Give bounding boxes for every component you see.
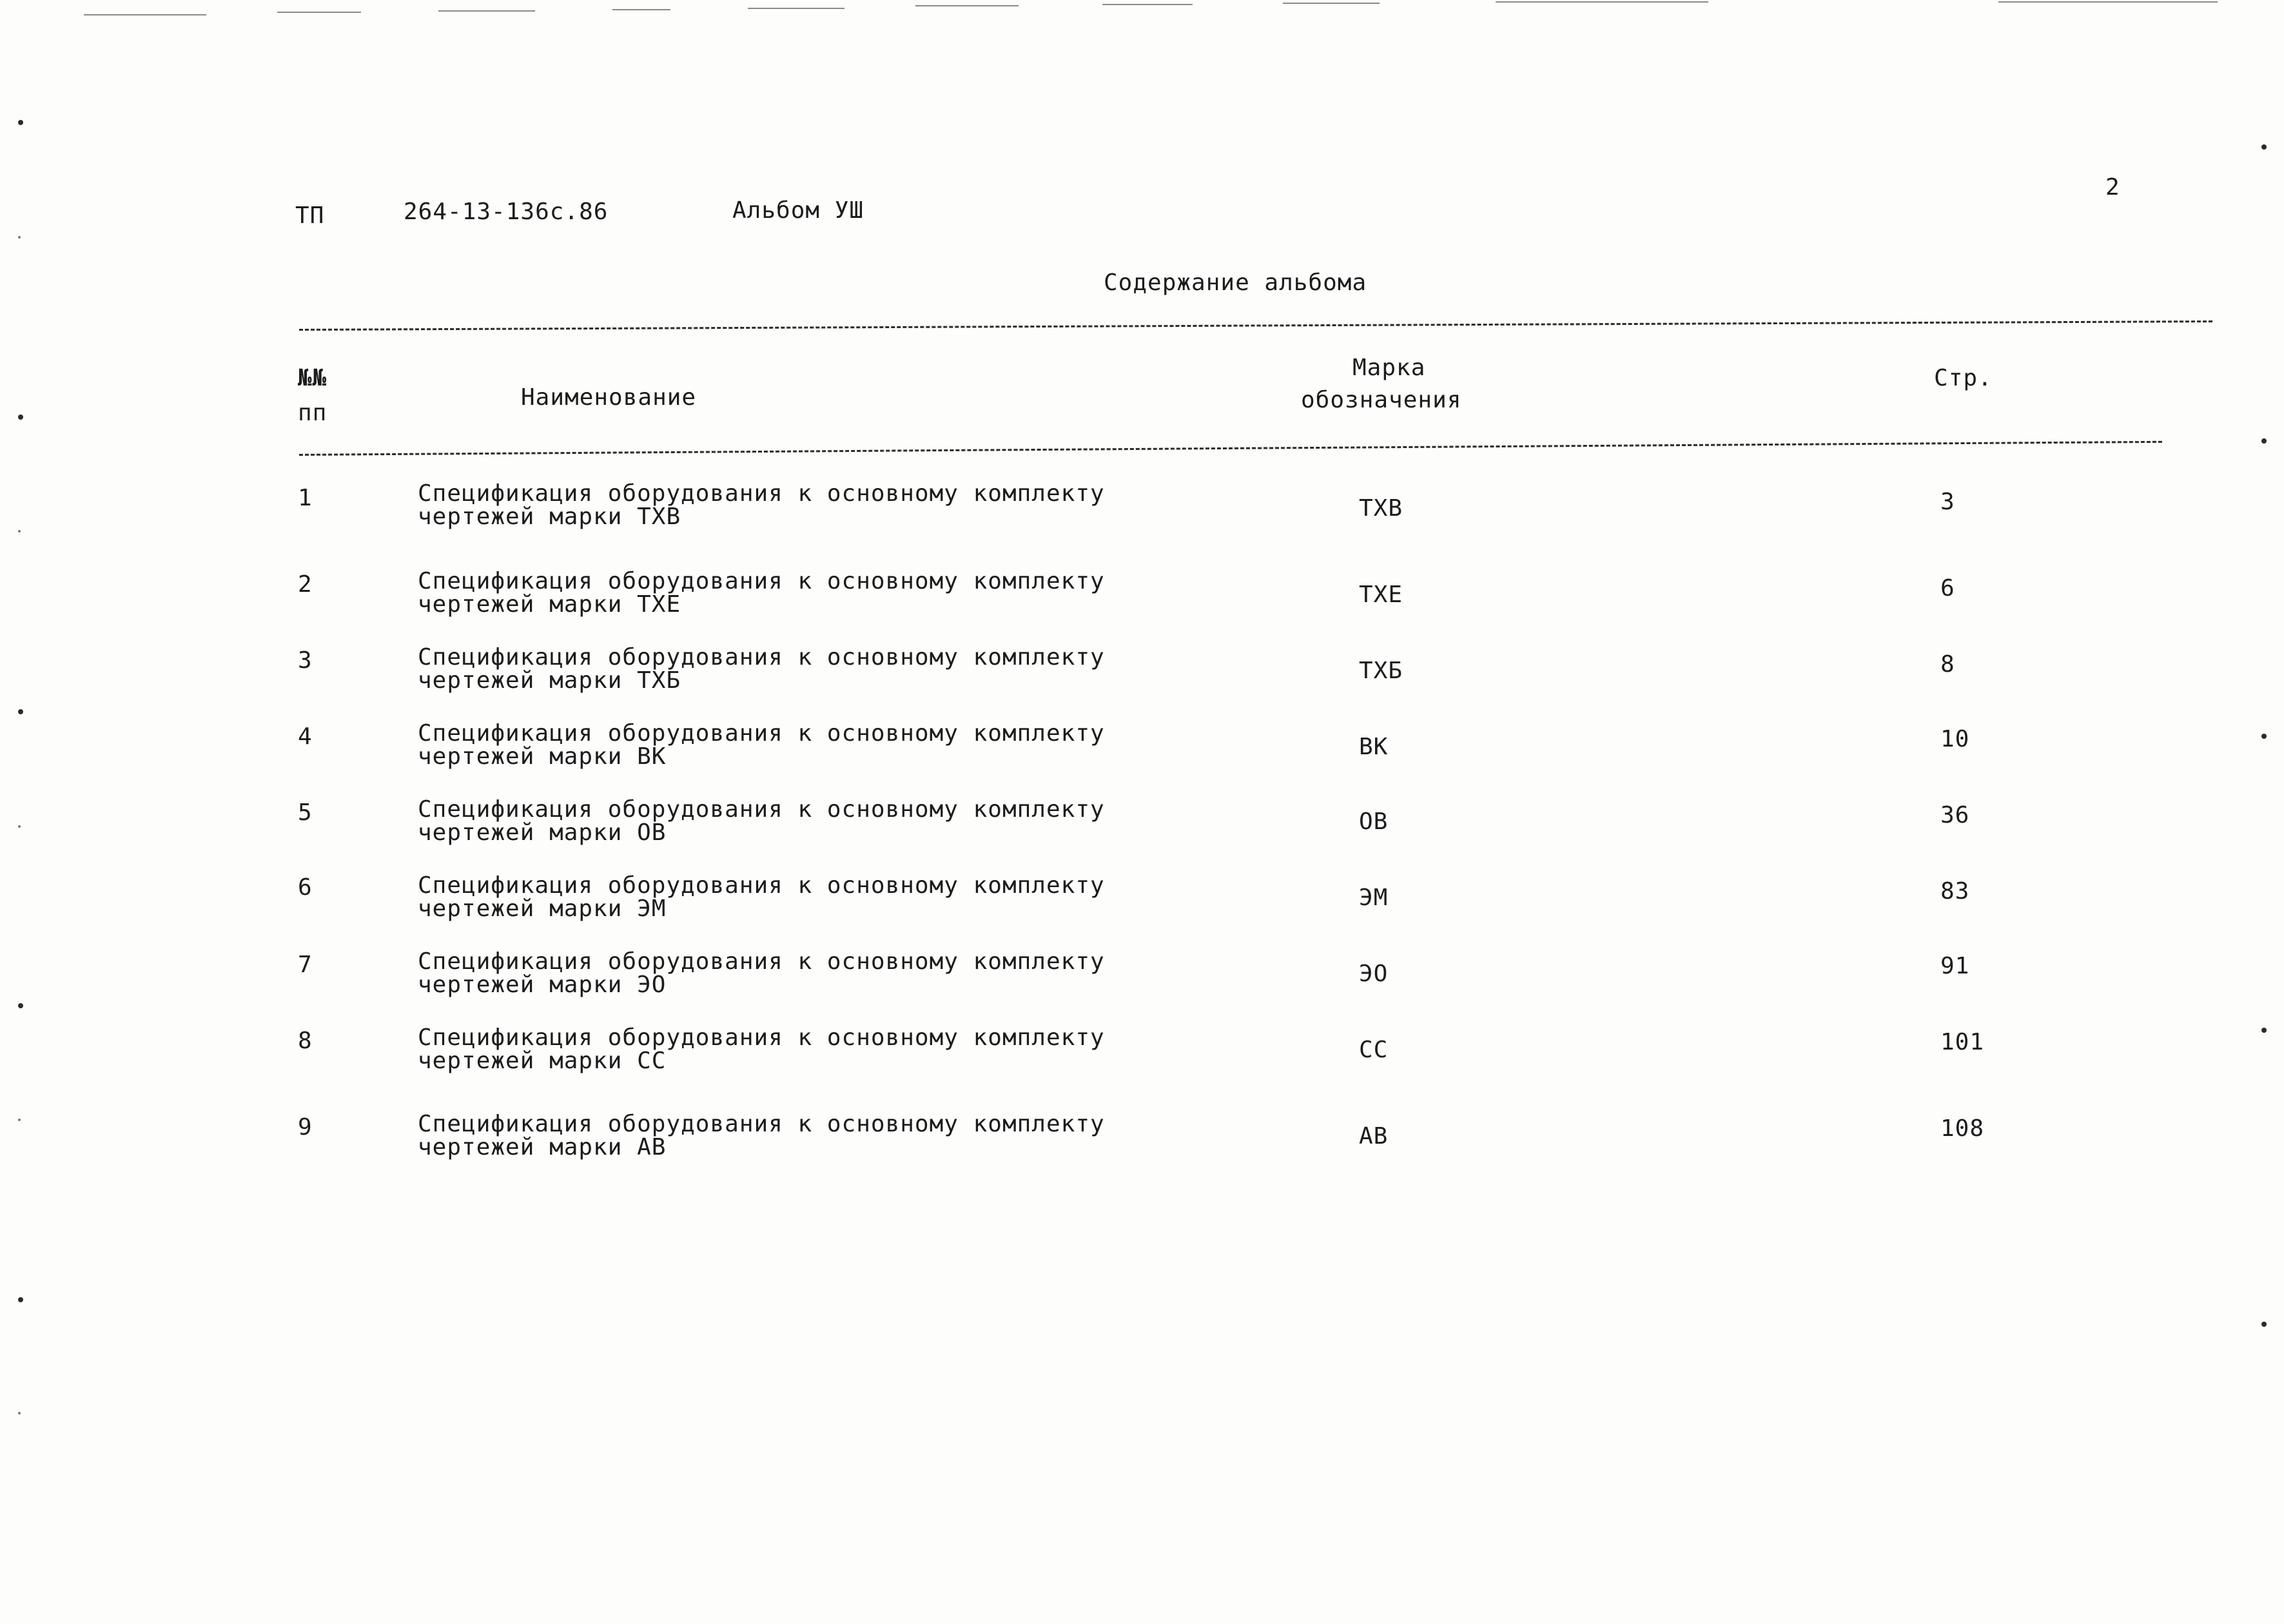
row-name-line2: чертежей марки ТХБ (418, 667, 681, 694)
row-number: 9 (298, 1114, 313, 1140)
scan-artifact-line (84, 14, 206, 15)
margin-mark (18, 1297, 23, 1302)
row-mark: АВ (1359, 1123, 1389, 1150)
row-mark: СС (1359, 1037, 1389, 1063)
row-name-line1: Спецификация оборудования к основному комплекту (418, 720, 1105, 747)
row-number: 7 (298, 952, 313, 978)
row-page: 36 (1940, 802, 1970, 828)
row-mark: ЭО (1359, 961, 1389, 987)
row-name (418, 482, 1105, 529)
scan-artifact-line (748, 8, 844, 9)
scan-artifact-line (1283, 3, 1380, 4)
row-page: 101 (1940, 1029, 1985, 1055)
row-mark: ТХЕ (1359, 582, 1403, 608)
margin-mark (18, 1412, 21, 1414)
margin-mark (18, 709, 23, 714)
row-page: 6 (1940, 575, 1955, 602)
row-name (418, 798, 1105, 845)
page-number: 2 (2105, 174, 2120, 201)
row-name-line2: чертежей марки ЭО (418, 972, 667, 998)
margin-mark (2261, 144, 2267, 150)
margin-mark (2261, 734, 2267, 739)
margin-mark (18, 415, 23, 420)
row-name-line2: чертежей марки АВ (418, 1134, 667, 1160)
table-top-rule (299, 320, 2212, 331)
document-code-prefix: ТП (295, 202, 325, 229)
row-number: 3 (298, 647, 313, 674)
column-header-mark-line2: обозначения (1301, 387, 1462, 413)
row-number: 4 (298, 723, 313, 750)
column-header-mark-line1: Марка (1352, 355, 1426, 381)
row-page: 91 (1940, 953, 1970, 979)
row-name (418, 874, 1105, 921)
row-name-line1: Спецификация оборудования к основному комплекту (418, 872, 1105, 899)
row-page: 10 (1940, 726, 1970, 752)
margin-mark (2261, 1322, 2267, 1327)
row-number: 1 (298, 485, 313, 511)
margin-mark (18, 236, 21, 239)
row-page: 3 (1940, 489, 1955, 515)
row-name (418, 1026, 1105, 1073)
column-header-name: Наименование (521, 384, 697, 411)
document-code: 264-13-136с.86 (404, 199, 609, 225)
row-name (418, 570, 1105, 616)
row-number: 5 (298, 799, 313, 826)
row-name-line1: Спецификация оборудования к основному комплекту (418, 568, 1105, 594)
row-mark: ТХБ (1359, 658, 1403, 684)
margin-mark (18, 1119, 21, 1121)
scan-artifact-line (277, 12, 361, 13)
margin-mark (2261, 438, 2267, 444)
column-header-page: Стр. (1934, 365, 1993, 391)
row-name (418, 950, 1105, 997)
row-name-line1: Спецификация оборудования к основному комплекту (418, 644, 1105, 670)
row-name-line1: Спецификация оборудования к основному комплекту (418, 1024, 1105, 1051)
table-header-rule (299, 441, 2162, 456)
row-name (418, 722, 1105, 768)
row-name-line2: чертежей марки ТХЕ (418, 591, 681, 618)
row-name-line1: Спецификация оборудования к основному комплекту (418, 480, 1105, 507)
scan-artifact-line (1496, 1, 1708, 3)
scan-artifact-line (1998, 1, 2218, 3)
row-mark: ОВ (1359, 808, 1389, 835)
column-header-number-line1: №№ (298, 365, 327, 391)
row-mark: ВК (1359, 734, 1389, 760)
row-name-line2: чертежей марки ОВ (418, 819, 667, 846)
margin-mark (2261, 1028, 2267, 1033)
margin-mark (18, 530, 21, 533)
margin-mark (18, 120, 23, 125)
row-number: 2 (298, 571, 313, 598)
row-name-line1: Спецификация оборудования к основному комплекту (418, 1111, 1105, 1137)
row-name-line2: чертежей марки ВК (418, 743, 667, 770)
scan-artifact-line (612, 9, 670, 10)
row-name-line1: Спецификация оборудования к основному комплекту (418, 948, 1105, 975)
row-name-line1: Спецификация оборудования к основному комплекту (418, 796, 1105, 823)
scan-artifact-line (915, 5, 1019, 6)
row-name-line2: чертежей марки ЭМ (418, 895, 667, 922)
row-page: 83 (1940, 878, 1970, 905)
scan-artifact-line (1102, 4, 1193, 5)
page-title: Содержание альбома (1104, 269, 1367, 296)
margin-mark (18, 825, 21, 828)
row-name-line2: чертежей марки СС (418, 1048, 667, 1074)
row-mark: ТХВ (1359, 495, 1403, 522)
row-number: 6 (298, 874, 313, 901)
margin-mark (18, 1003, 23, 1008)
row-name (418, 646, 1105, 692)
column-header-number-line2: пп (298, 400, 327, 426)
row-page: 108 (1940, 1115, 1985, 1142)
scan-artifact-line (438, 10, 535, 12)
row-name-line2: чертежей марки ТХВ (418, 504, 681, 530)
row-mark: ЭМ (1359, 885, 1389, 911)
album-label: Альбом УШ (732, 197, 864, 224)
row-name (418, 1113, 1105, 1159)
row-number: 8 (298, 1028, 313, 1054)
row-page: 8 (1940, 651, 1955, 678)
